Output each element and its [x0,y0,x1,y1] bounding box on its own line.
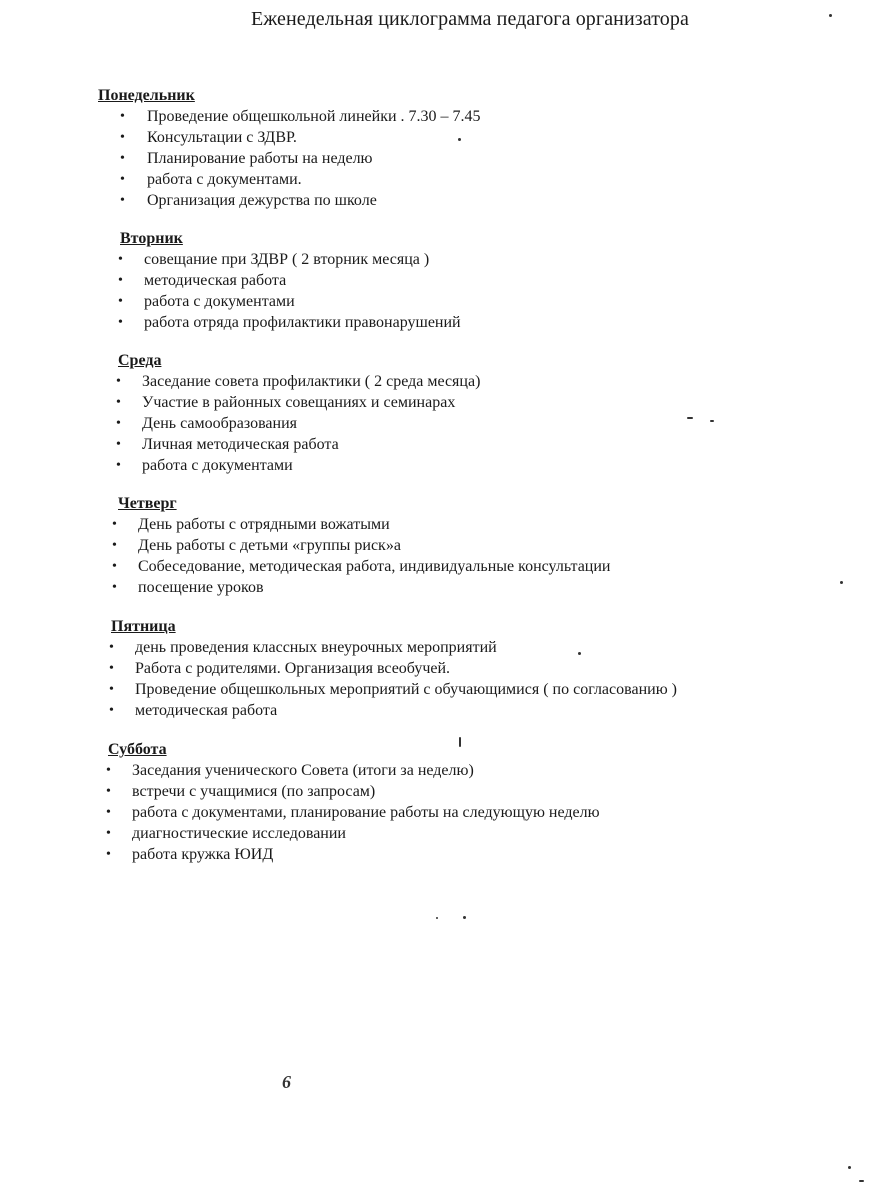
list-item: • День самообразования [116,415,297,432]
bullet-icon: • [118,273,123,288]
list-item: • Планирование работы на неделю [120,150,373,167]
list-item: • Заседание совета профилактики ( 2 среда месяца) [116,373,481,390]
day-heading: Вторник [120,230,183,247]
scan-speck [458,138,461,141]
list-item: • посещение уроков [112,579,264,596]
scan-speck [840,581,843,584]
list-item: • Консультации с ЗДВР. [120,129,297,146]
day-heading: Четверг [118,495,177,512]
list-item: • Собеседование, методическая работа, индивидуальные консультации [112,558,611,575]
day-section-wednesday [118,351,480,476]
scan-speck [459,737,461,747]
scan-speck [859,1180,864,1182]
scan-speck [710,420,714,422]
bullet-icon: • [120,109,125,124]
scan-speck [829,14,832,17]
bullet-icon: • [106,847,111,862]
list-item: • работа отряда профилактики правонарушений [118,314,461,331]
bullet-icon: • [118,315,123,330]
bullet-icon: • [106,805,111,820]
scan-speck [463,916,466,919]
bullet-icon: • [120,130,125,145]
day-heading: Среда [118,352,162,369]
list-item: • Заседания ученического Совета (итоги за неделю) [106,762,474,779]
scan-speck [436,917,438,919]
list-item: • День работы с детьми «группы риск»а [112,537,401,554]
day-section-saturday [108,740,600,865]
bullet-icon: • [120,151,125,166]
page-title: Еженедельная циклограмма педагога организатора [251,8,689,30]
bullet-icon: • [116,458,121,473]
list-item: • Организация дежурства по школе [120,192,377,209]
bullet-icon: • [109,661,114,676]
bullet-icon: • [112,538,117,553]
bullet-icon: • [118,294,123,309]
bullet-icon: • [106,763,111,778]
list-item: • работа с документами. [120,171,302,188]
list-item: • встречи с учащимися (по запросам) [106,783,376,800]
bullet-icon: • [106,784,111,799]
bullet-icon: • [112,517,117,532]
list-item: • диагностические исследовании [106,825,346,842]
list-item: • работа с документами [116,457,293,474]
bullet-icon: • [109,640,114,655]
bullet-icon: • [116,416,121,431]
list-item: • Участие в районных совещаниях и семинарах [116,394,456,411]
bullet-icon: • [112,559,117,574]
scan-speck [578,652,581,655]
bullet-icon: • [109,682,114,697]
list-item: • совещание при ЗДВР ( 2 вторник месяца ) [118,251,430,268]
bullet-icon: • [120,172,125,187]
bullet-icon: • [116,437,121,452]
list-item: • День работы с отрядными вожатыми [112,516,390,533]
bullet-icon: • [116,395,121,410]
list-item: • Проведение общешкольной линейки . 7.30 – 7.45 [120,108,481,125]
list-item: • работа кружка ЮИД [106,846,274,863]
day-heading: Понедельник [98,87,195,104]
day-section-tuesday [120,229,461,333]
list-item: • день проведения классных внеурочных мероприятий [109,639,497,656]
bullet-icon: • [120,193,125,208]
list-item: • методическая работа [118,272,287,289]
page-number: 6 [282,1072,291,1092]
day-section-friday [111,617,677,721]
day-heading: Пятница [111,618,176,635]
day-section-thursday [114,494,610,598]
list-item: • работа с документами [118,293,295,310]
list-item: • Работа с родителями. Организация всеобучей. [109,660,451,677]
bullet-icon: • [109,703,114,718]
bullet-icon: • [112,580,117,595]
list-item: • Проведение общешкольных мероприятий с обучающимися ( по согласованию ) [109,681,677,698]
bullet-icon: • [116,374,121,389]
scan-speck [848,1166,851,1169]
day-heading: Суббота [108,741,167,758]
scan-speck [687,417,693,419]
list-item: • методическая работа [109,702,278,719]
bullet-icon: • [118,252,123,267]
list-item: • работа с документами, планирование работы на следующую неделю [106,804,600,821]
bullet-icon: • [106,826,111,841]
day-section-monday [98,86,481,211]
list-item: • Личная методическая работа [116,436,339,453]
